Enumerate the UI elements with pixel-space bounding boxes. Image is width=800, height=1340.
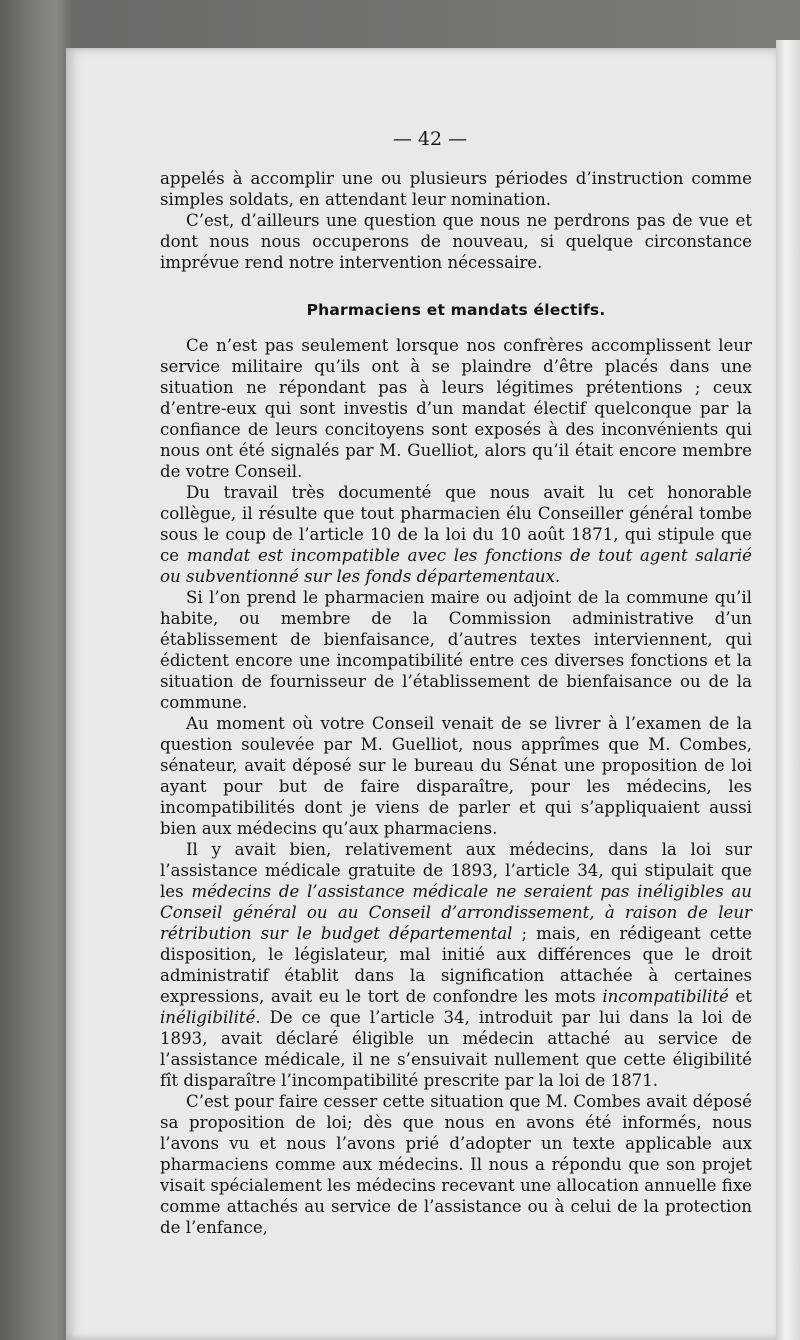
paragraph: Ce n’est pas seulement lorsque nos confrères accomplissent leur service militaire qu’ils ont à se plaindre d’être placés dans une situation ne répondant pas à leurs légitimes prétentions ; ceux d’entre-eux qui sont investis d’un mandat électif quelconque par la confiance de leurs concitoyens sont exposés à des inconvénients qui nous ont été signalés par M. Guelliot, alors qu’il était encore membre de votre Conseil. <box>160 336 752 481</box>
paragraph-continued: appelés à accomplir une ou plusieurs périodes d’instruction comme simples soldats, en attendant leur nomination. <box>160 169 752 209</box>
paragraph-text: et <box>728 987 752 1006</box>
paragraph: C’est pour faire cesser cette situation que M. Combes avait déposé sa proposition de loi; dès que nous en avons été informés, nous l’avons vu et nous l’avons prié d’adopter un texte applicable aux pharmaciens comme aux médecins. Il nous a répondu que son projet visait spécialement les médecins recevant une allocation annuelle fixe comme attachés au service de l’assistance ou à celui de la protection de l’enfance, <box>160 1092 752 1237</box>
paragraph: C’est, d’ailleurs une question que nous ne perdrons pas de vue et dont nous nous occuperons de nouveau, si quelque circonstance imprévue rend notre intervention nécessaire. <box>160 211 752 272</box>
paragraph-text: . De ce que l’article 34, introduit par lui dans la loi de 1893, avait déclaré éligible un médecin attaché au service de l’assistance médicale, il ne s’ensuivait nullement que cette éligibilité fît disparaître l’incompatibilité prescrite par la loi de 1871. <box>160 1008 752 1090</box>
paragraph <box>160 482 752 587</box>
body-text <box>160 168 752 1238</box>
paragraph <box>160 839 752 1091</box>
paragraph-text: Du travail très documenté que nous avait lu cet honorable collègue, il résulte que tout pharmacien élu Conseiller général tombe sous le coup de l’article 10 de la loi du 10 août 1871, qui stipule que ce <box>160 483 752 565</box>
paragraph-text: ; mais, en rédigeant cette disposition, le législateur, mal initié aux différences que le droit administratif établit dans la signification attachée à certaines expressions, avait eu le tort de confondre les mots <box>160 924 752 1006</box>
paragraph-text: Il y avait bien, relativement aux médecins, dans la loi sur l’assistance médicale gratuite de 1893, l’article 34, qui stipulait que les <box>160 840 752 901</box>
paragraph: Si l’on prend le pharmacien maire ou adjoint de la commune qu’il habite, ou membre de la Commission administrative d’un établissement de bienfaisance, d’autres textes interviennent, qui édictent encore une incompatibilité entre ces diverses fonctions et la situation de fournisseur de l’établissement de bienfaisance ou de la commune. <box>160 588 752 712</box>
paragraph: Au moment où votre Conseil venait de se livrer à l’examen de la question soulevée par M. Guelliot, nous apprîmes que M. Combes, sénateur, avait déposé sur le bureau du Sénat une proposition de loi ayant pour but de faire disparaître, pour les médecins, les incompatibilités dont je viens de parler et qui s’appliquaient aussi bien aux médecins qu’aux pharmaciens. <box>160 714 752 838</box>
quoted-italic-text: médecins de l’assistance médicale ne seraient pas inéligibles au Conseil général ou au Conseil d’arrondissement, à raison de leur rétribution sur le budget départemental <box>160 882 752 943</box>
quoted-italic-text: mandat est incompatible avec les fonctions de tout agent salarié ou subventionné sur les fonds départementaux. <box>160 546 753 586</box>
italic-term: incompatibilité <box>602 987 729 1006</box>
section-heading: Pharmaciens et mandats électifs. <box>306 301 606 319</box>
page-edge <box>776 40 800 1340</box>
italic-term: inéligibilité <box>160 1008 256 1027</box>
page-number: — 42 — <box>392 128 468 150</box>
